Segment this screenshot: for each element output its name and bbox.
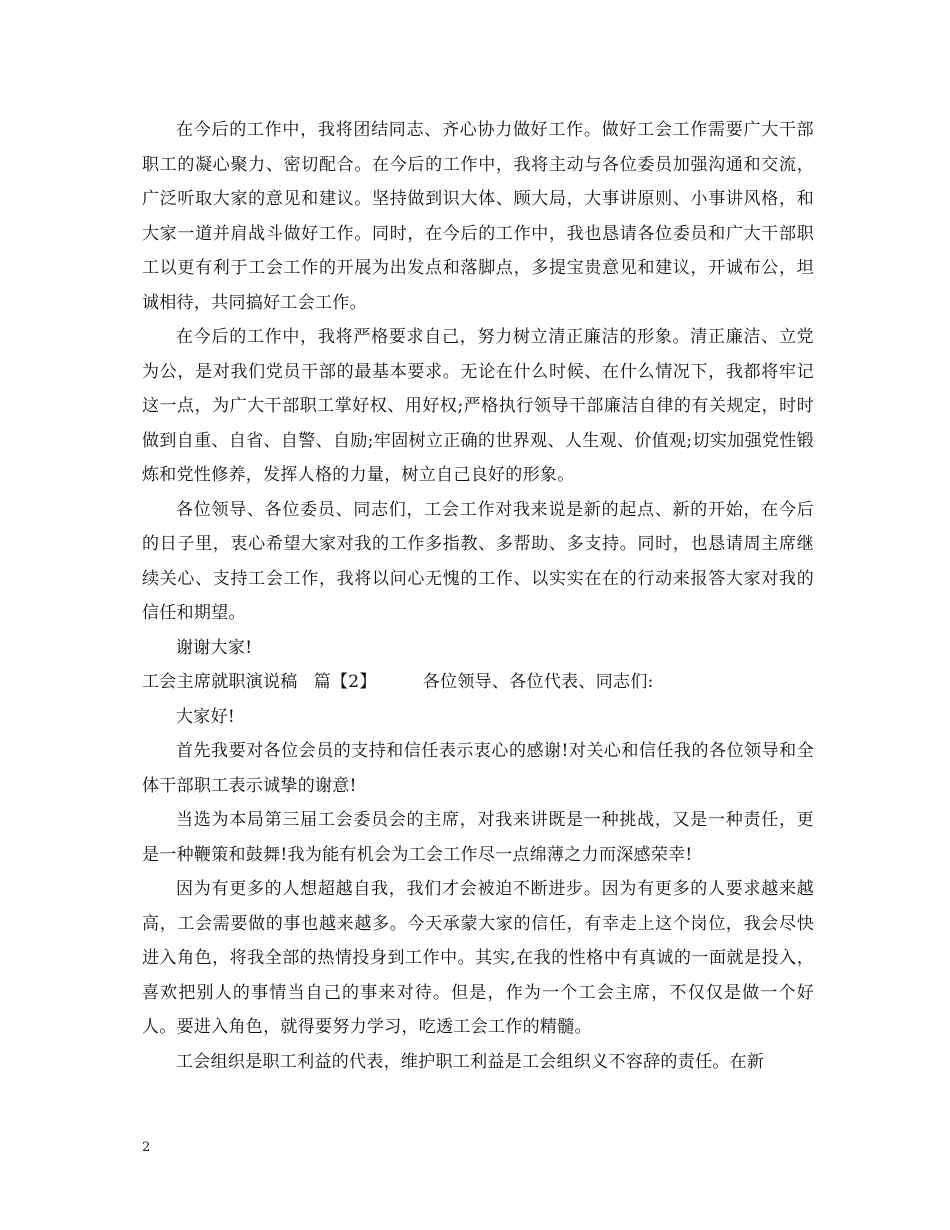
page-number: 2 [142,1140,151,1155]
document-body [142,113,814,1079]
paragraph-5: 当选为本局第三届工会委员会的主席，对我来讲既是一种挑战，又是一种责任，更是一种鞭策和鼓舞!我为能有机会为工会工作尽一点绵薄之力而深感荣幸! [142,810,814,865]
paragraph-greeting: 大家好! [176,706,236,727]
paragraph-3: 各位领导、各位委员、同志们，工会工作对我来说是新的起点、新的开始，在今后的日子里，衷心希望大家对我的工作多指教、多帮助、多支持。同时，也恳请周主席继续关心、支持工会工作，我将以问心无愧的工作、以实实在在的行动来报答大家对我的信任和期望。 [142,499,814,623]
section-heading [142,665,814,700]
section-part: 篇【2】 [313,672,377,692]
section-salutation: 各位领导、各位代表、同志们: [422,672,654,692]
paragraph-2: 在今后的工作中，我将严格要求自己，努力树立清正廉洁的形象。清正廉洁、立党为公，是对我们党员干部的最基本要求。无论在什么时候、在什么情况下，我都将牢记这一点，为广大干部职工掌好权、用好权;严格执行领导干部廉洁自律的有关规定，时时做到自重、自省、自警、自励;牢固树立正确的世界观、人生观、价值观;切实加强党性锻炼和党性修养，发挥人格的力量，树立自己良好的形象。 [142,327,814,485]
paragraph-6: 因为有更多的人想超越自我，我们才会被迫不断进步。因为有更多的人要求越来越高，工会需要做的事也越来越多。今天承蒙大家的信任，有幸走上这个岗位，我会尽快进入角色，将我全部的热情投身到工作中。其实,在我的性格中有真诚的一面就是投入，喜欢把别人的事情当自己的事来对待。但是，作为一个工会主席，不仅仅是做一个好人。要进入角色，就得要努力学习，吃透工会工作的精髓。 [142,879,814,1037]
paragraph-1: 在今后的工作中，我将团结同志、齐心协力做好工作。做好工会工作需要广大干部职工的凝心聚力、密切配合。在今后的工作中，我将主动与各位委员加强沟通和交流，广泛听取大家的意见和建议。坚持做到识大体、顾大局，大事讲原则、小事讲风格，和大家一道并肩战斗做好工作。同时，在今后的工作中，我也恳请各位委员和广大干部职工以更有利于工会工作的开展为出发点和落脚点，多提宝贵意见和建议，开诚布公，坦诚相待，共同搞好工会工作。 [142,120,814,313]
section-title: 工会主席就职演说稿 [142,672,298,692]
paragraph-4: 首先我要对各位会员的支持和信任表示衷心的感谢!对关心和信任我的各位领导和全体干部职工表示诚挚的谢意! [142,741,814,796]
paragraph-7: 工会组织是职工利益的代表，维护职工利益是工会组织义不容辞的责任。在新 [176,1051,765,1072]
paragraph-thanks: 谢谢大家! [176,637,253,658]
